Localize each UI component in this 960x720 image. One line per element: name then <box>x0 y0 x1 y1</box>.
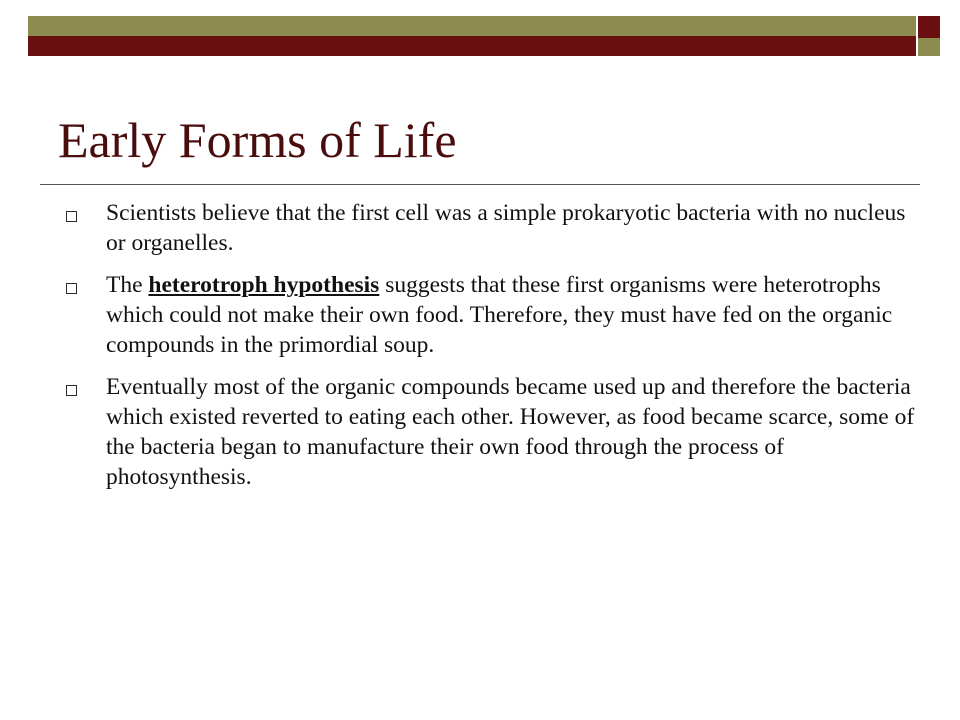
bullet-text-after: suggests that these first organisms were heterotrophs which could not make their own food. Therefore, they must have fed on the organic compounds in the primordial soup. <box>106 272 893 358</box>
corner-olive-square <box>918 38 940 56</box>
slide-title: Early Forms of Life <box>58 112 457 168</box>
bullet-text-before: The <box>106 272 149 298</box>
bullet-text: Scientists believe that the first cell was a simple prokaryotic bacteria with no nucleus or organelles. <box>106 200 906 256</box>
maroon-stripe <box>28 36 916 56</box>
bullet-item-photosynthesis <box>62 372 922 492</box>
key-term: heterotroph hypothesis <box>148 272 380 298</box>
bullet-list <box>62 198 922 504</box>
bullet-text <box>106 270 922 360</box>
title-divider <box>40 184 920 185</box>
decorative-header-band <box>0 0 960 60</box>
bullet-item-first-cell <box>62 198 922 258</box>
hollow-square-icon <box>66 385 77 396</box>
olive-stripe <box>28 16 916 36</box>
hollow-square-icon <box>66 211 77 222</box>
bullet-item-heterotroph-hypothesis <box>62 270 922 360</box>
hollow-square-icon <box>66 283 77 294</box>
corner-maroon-square <box>918 16 940 38</box>
bullet-text: Eventually most of the organic compounds became used up and therefore the bacteria which existed reverted to eating each other. However, as food became scarce, some of the bacteria began to manufacture their own food through the process of photosynthesis. <box>106 374 915 490</box>
